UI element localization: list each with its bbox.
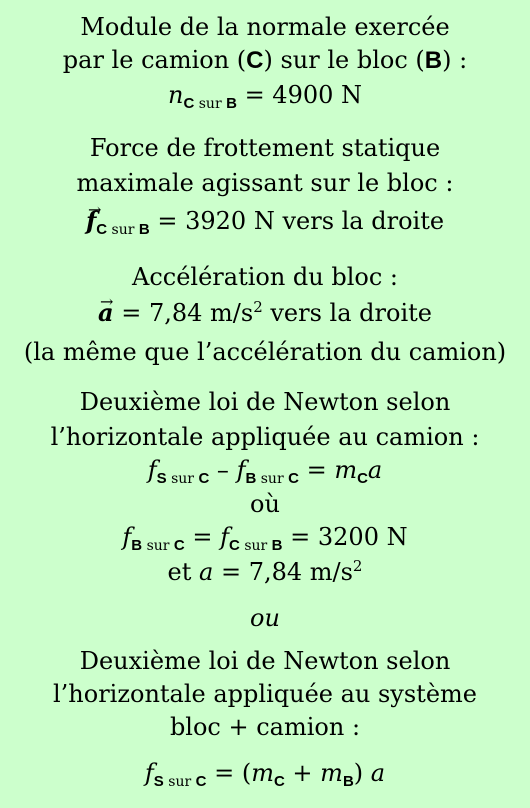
variable-f: f bbox=[147, 456, 157, 484]
symbol-c: C bbox=[195, 773, 207, 790]
where-word: où bbox=[250, 490, 280, 518]
text-part: sur bbox=[166, 471, 199, 487]
text-part: et bbox=[167, 558, 200, 586]
text-part: sur bbox=[107, 222, 139, 238]
text-part: ) : bbox=[442, 46, 468, 74]
text-part: ) sur le bloc ( bbox=[263, 46, 425, 74]
newton-system-equation bbox=[0, 758, 530, 797]
variable-m: m bbox=[251, 759, 274, 787]
operator: = ( bbox=[206, 759, 252, 787]
subscript bbox=[96, 222, 149, 238]
symbol-c: C bbox=[246, 47, 264, 74]
exponent: 2 bbox=[253, 298, 263, 316]
vector-f: → f bbox=[86, 206, 96, 236]
operator: = bbox=[184, 523, 221, 551]
symbol-c: C bbox=[173, 537, 185, 554]
symbol-c: C bbox=[198, 470, 210, 487]
symbol-c: C bbox=[273, 773, 285, 790]
friction-pair-equation bbox=[0, 522, 530, 561]
subscript bbox=[245, 471, 298, 487]
subscript bbox=[274, 774, 285, 790]
symbol-c: C bbox=[357, 470, 368, 487]
equation-value: = 3920 N vers la droite bbox=[149, 207, 445, 235]
acceleration-equation bbox=[0, 298, 530, 328]
symbol-s: S bbox=[153, 773, 164, 790]
variable-m: m bbox=[320, 759, 343, 787]
newton-system-heading-line3: bloc + camion : bbox=[169, 713, 361, 741]
variable-f: f bbox=[236, 456, 246, 484]
text-part: sur bbox=[239, 538, 272, 554]
variable-a: a bbox=[367, 456, 383, 484]
acceleration-heading: Accélération du bloc : bbox=[131, 263, 399, 291]
variable-n: n bbox=[167, 81, 184, 109]
operator: ) bbox=[353, 759, 371, 787]
text-part: sur bbox=[256, 471, 289, 487]
text-part: sur bbox=[194, 96, 227, 112]
symbol-b: B bbox=[271, 537, 283, 554]
or-separator: ou bbox=[250, 604, 280, 632]
symbol-s: S bbox=[156, 470, 167, 487]
normal-force-heading-line2 bbox=[0, 45, 530, 76]
subscript bbox=[183, 96, 236, 112]
subscript bbox=[131, 538, 184, 554]
symbol-b: B bbox=[424, 47, 443, 74]
subscript bbox=[357, 471, 368, 487]
variable-a: a bbox=[199, 558, 214, 586]
newton-truck-heading-line2: l’horizontale appliquée au camion : bbox=[50, 423, 480, 451]
symbol-c: C bbox=[229, 537, 240, 554]
exponent: 2 bbox=[352, 557, 363, 575]
equation-value: = 7,84 m/s bbox=[113, 299, 254, 327]
symbol-b: B bbox=[138, 221, 150, 238]
vector-a: → a bbox=[98, 298, 114, 328]
symbol-b: B bbox=[226, 95, 237, 112]
newton-system-heading-line2: l’horizontale appliquée au système bbox=[52, 680, 477, 708]
equation-value: = 3200 N bbox=[282, 523, 408, 551]
variable-m: m bbox=[334, 456, 358, 484]
symbol-b: B bbox=[342, 773, 354, 790]
symbol-b: B bbox=[131, 537, 143, 554]
newton-system-heading-line1: Deuxième loi de Newton selon bbox=[79, 647, 451, 675]
subscript bbox=[343, 774, 354, 790]
equation-value: = 4900 N bbox=[236, 81, 363, 109]
text-part: sur bbox=[142, 538, 174, 554]
acceleration-note: (la même que l’accélération du camion) bbox=[23, 338, 507, 366]
operator: – bbox=[209, 456, 237, 484]
normal-force-equation bbox=[0, 80, 530, 119]
symbol-c: C bbox=[183, 95, 195, 112]
friction-heading-line2: maximale agissant sur le bloc : bbox=[76, 169, 454, 197]
symbol-b: B bbox=[245, 470, 257, 487]
variable-a: a bbox=[370, 759, 386, 787]
subscript bbox=[229, 538, 282, 554]
symbol-c: C bbox=[96, 221, 108, 238]
variable-f: f bbox=[144, 759, 154, 787]
text-part: sur bbox=[163, 774, 196, 790]
normal-force-heading-line1: Module de la normale exercée bbox=[80, 13, 450, 41]
operator: = bbox=[298, 456, 335, 484]
variable-f: f bbox=[220, 523, 230, 551]
subscript bbox=[154, 774, 207, 790]
symbol-c: C bbox=[288, 470, 299, 487]
newton-truck-heading-line1: Deuxième loi de Newton selon bbox=[79, 388, 451, 416]
friction-heading-line1: Force de frottement statique bbox=[89, 134, 441, 162]
variable-f: f bbox=[122, 523, 132, 551]
friction-equation bbox=[0, 206, 530, 245]
operator: + bbox=[284, 759, 321, 787]
equation-value: = 7,84 m/s bbox=[213, 558, 353, 586]
text-part: par le camion ( bbox=[62, 46, 247, 74]
subscript bbox=[157, 471, 210, 487]
acceleration-value-line bbox=[0, 557, 530, 587]
direction-text: vers la droite bbox=[262, 299, 432, 327]
